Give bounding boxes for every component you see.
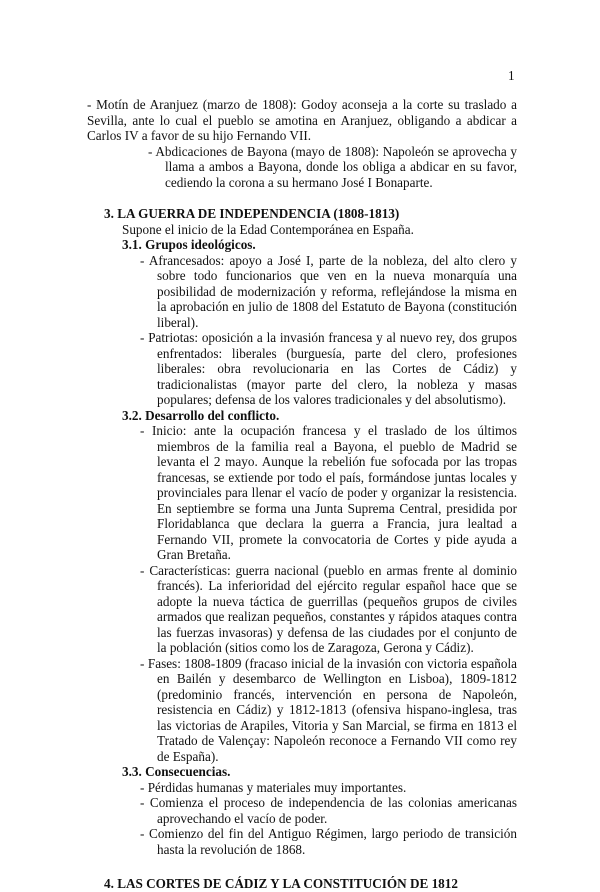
list-item-abdicaciones-bayona: - Abdicaciones de Bayona (mayo de 1808): Napoleón se aprovecha y llama a ambos a Bayona, donde los obliga a abdicar en su favor, cediendo la corona a su hermano José I Bonaparte. (148, 143, 517, 190)
list-item: - Comienzo del fin del Antiguo Régimen, largo periodo de transición hasta la revolución de 1868. (140, 826, 517, 857)
section-4-heading: 4. LAS CORTES DE CÁDIZ Y LA CONSTITUCIÓN DE 1812 (104, 876, 458, 891)
list-item: - Pérdidas humanas y materiales muy importantes. (140, 779, 407, 795)
document-body (87, 97, 517, 892)
list-item: - Patriotas: oposición a la invasión francesa y al nuevo rey, dos grupos enfrentados: liberales (burguesía, parte del clero, profesiones liberales: obra revolucionaria en las Cortes de Cádiz) y tradicionalistas (mayor parte del clero, la nobleza y masas populares; defensa de los valores tradicionales y del absolutismo). (140, 330, 517, 407)
section-3-intro: Supone el inicio de la Edad Contemporánea en España. (122, 221, 414, 237)
subsection-3-2-heading: 3.2. Desarrollo del conflicto. (122, 407, 280, 423)
list-item: - Afrancesados: apoyo a José I, parte de la nobleza, del alto clero y sobre todo funcionarios que ven en la nueva monarquía una posibilidad de modernización y reforma, reflejándose la misma en la aprobación en julio de 1808 del Estatuto de Bayona (constitución liberal). (140, 252, 517, 330)
list-item: - Inicio: ante la ocupación francesa y el traslado de los últimos miembros de la familia real a Bayona, el pueblo de Madrid se levanta el 2 mayo. Aunque la rebelión fue sofocada por las tropas francesas, se extiende por todo el país, formándose juntas locales y provinciales para llenar el vacío de poder y organizar la resistencia. En septiembre se forma una Junta Suprema Central, presidida por Floridablanca que declara la guerra a Francia, jura lealtad a Fernando VII, promete la convocatoria de Cortes y pide ayuda a Gran Bretaña. (140, 423, 517, 562)
paragraph-motin-aranjuez: - Motín de Aranjuez (marzo de 1808): Godoy aconseja a la corte su traslado a Sevilla, ante lo cual el pueblo se amotina en Aranjuez, obligando a abdicar a Carlos IV a favor de su hijo Fernando VII. (87, 97, 517, 143)
subsection-3-3-heading: 3.3. Consecuencias. (122, 764, 231, 779)
list-item: - Comienza el proceso de independencia de las colonias americanas aprovechando el vacío de poder. (140, 795, 517, 826)
section-3-heading: 3. LA GUERRA DE INDEPENDENCIA (1808-1813) (104, 206, 400, 221)
page-number: 1 (508, 68, 515, 83)
list-item: - Características: guerra nacional (pueblo en armas frente al dominio francés). La inferioridad del ejército regular español hace que se adopte la nueva táctica de guerrillas (pequeños grupos de civiles armados que realizan pequeños, constantes y rápidos ataques contra las fuerzas invasoras) y defensa de las ciudades por el conjunto de la población (sitios como los de Zaragoza, Gerona y Cádiz). (140, 562, 517, 655)
subsection-3-1-heading: 3.1. Grupos ideológicos. (122, 237, 256, 252)
list-item: - Fases: 1808-1809 (fracaso inicial de la invasión con victoria española en Bailén y desembarco de Wellington en Lisboa), 1809-1812 (predominio francés, intervención en persona de Napoleón, resistencia en Cádiz) y 1812-1813 (ofensiva hispano-inglesa, tras las victorias de Arapiles, Vitoria y San Marcial, se firma en 1813 el Tratado de Valençay: Napoleón reconoce a Fernando VII como rey de España). (140, 655, 517, 764)
